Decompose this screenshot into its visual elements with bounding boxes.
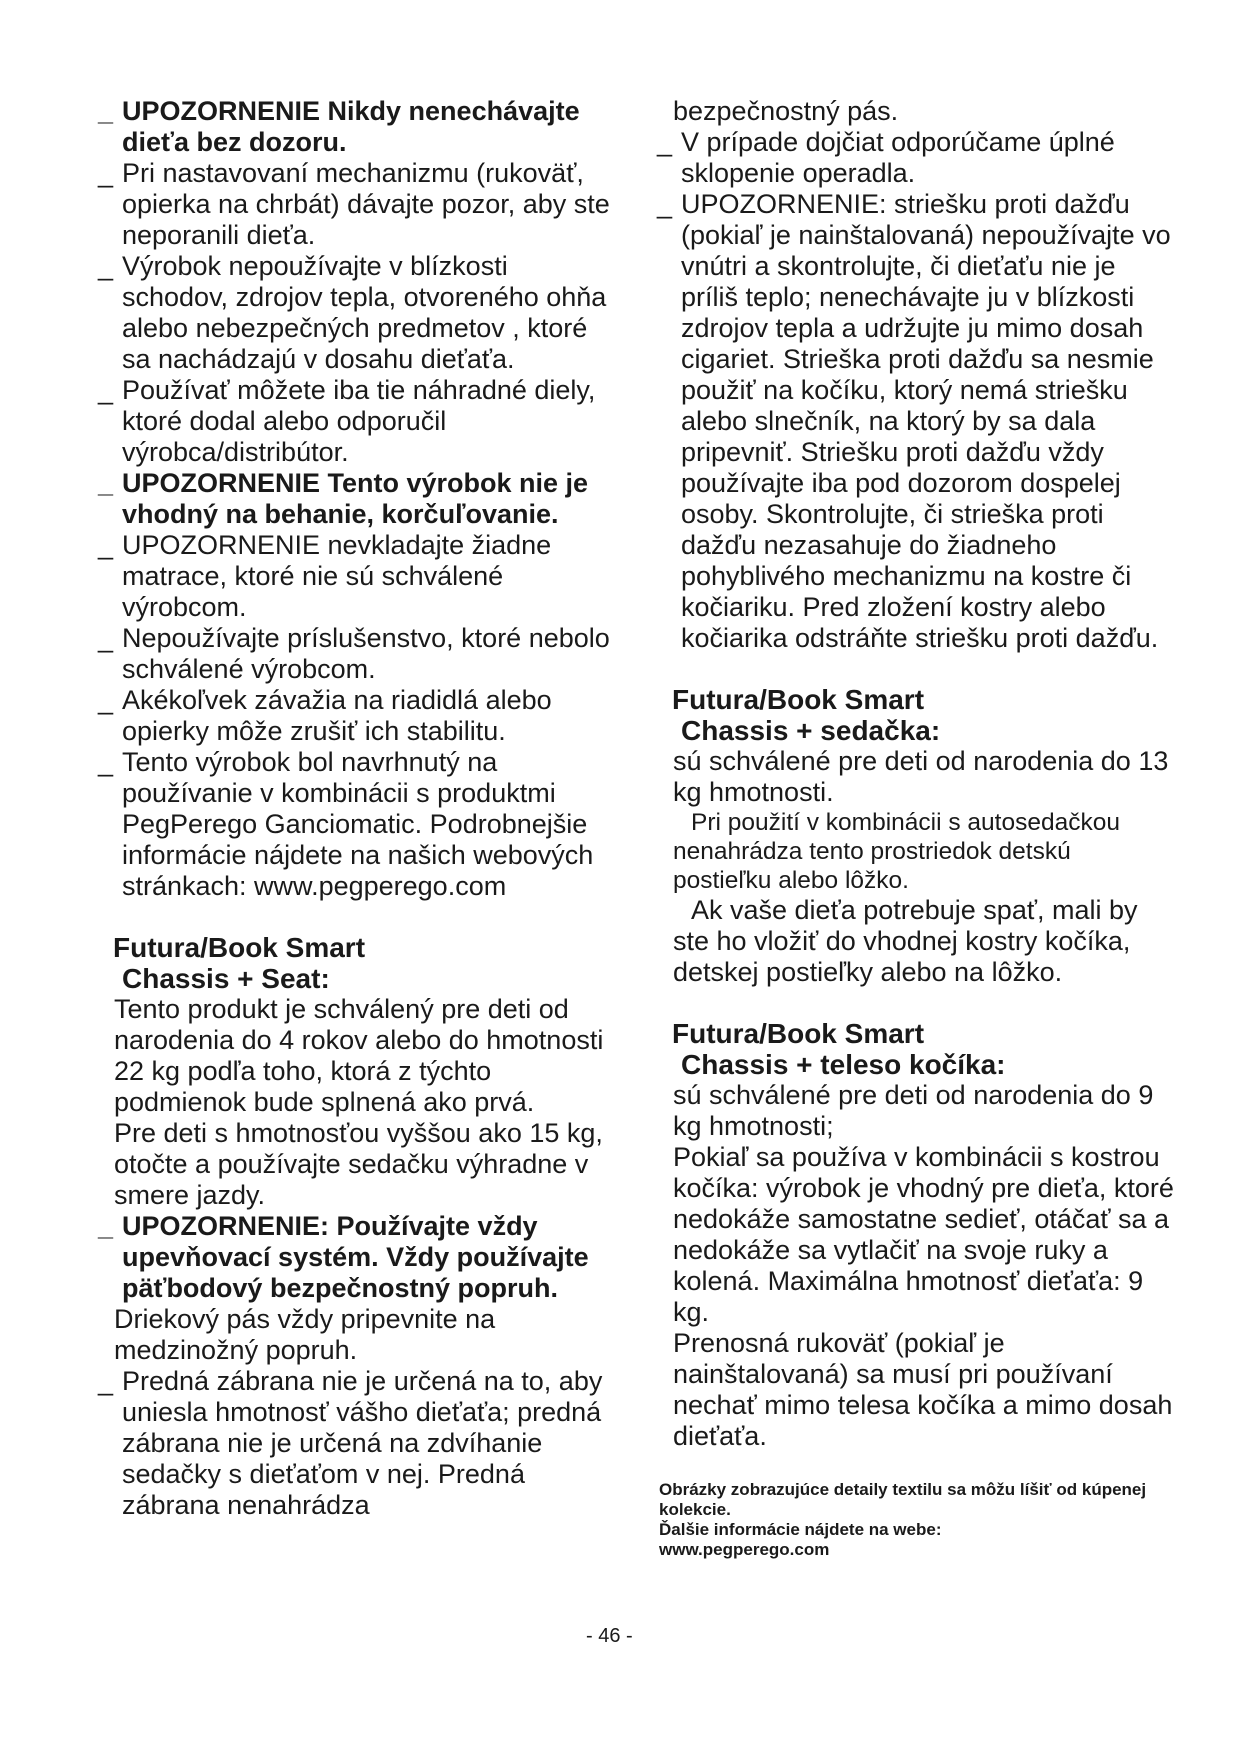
- list-item: _ Pri nastavovaní mechanizmu (rukoväť, opierka na chrbát) dávajte pozor, aby ste neporanili dieťa.: [96, 158, 616, 251]
- paragraph: Prenosná rukoväť (pokiaľ je nainštalovaná) sa musí pri používaní nechať mimo telesa kočíka a mimo dosah dieťaťa.: [673, 1328, 1173, 1451]
- continuation-text: bezpečnostný pás.: [673, 96, 899, 126]
- section-subtitle: Chassis + teleso kočíka:: [681, 1049, 1006, 1080]
- warning-running: _ UPOZORNENIE Tento výrobok nie je vhodný na behanie, korčuľovanie.: [96, 468, 616, 530]
- footer-line: Obrázky zobrazujúce detaily textilu sa môžu líšiť od kúpenej kolekcie.: [659, 1480, 1147, 1519]
- paragraph: Pre deti s hmotnosťou vyššou ako 15 kg, otočte a používajte sedačku výhradne v smere jazdy.: [114, 1118, 603, 1210]
- section-title-chassis-teleso: [655, 1018, 1175, 1080]
- paragraph: Ak vaše dieťa potrebuje spať, mali by ste ho vložiť do vhodnej kostry kočíka, detskej postieľky alebo na lôžko.: [673, 895, 1138, 987]
- list-item: _ Akékoľvek závažia na riadidlá alebo opierky môže zrušiť ich stabilitu.: [96, 685, 616, 747]
- warning-harness: _ UPOZORNENIE: Používajte vždy upevňovací systém. Vždy používajte päťbodový bezpečnostný popruh.: [96, 1211, 616, 1304]
- list-item: _ Používať môžete iba tie náhradné diely, ktoré dodal alebo odporučil výrobca/distribútor.: [96, 375, 616, 468]
- paragraph: Tento produkt je schválený pre deti od narodenia do 4 rokov alebo do hmotnosti 22 kg podľa toho, ktorá z týchto podmienok bude splnená ako prvá.: [114, 994, 604, 1117]
- list-item: _ UPOZORNENIE: striešku proti dažďu (pokiaľ je nainštalovaná) nepoužívajte vo vnútri a skontrolujte, či dieťaťu nie je príliš teplo; nenechávajte ju v blízkosti zdrojov tepla a udržujte ju mimo dosah cigariet. Strieška proti dažďu sa nesmie použiť na kočíku, ktorý nemá striešku alebo slnečník, na ktorý by sa dala pripevniť. Striešku proti dažďu vždy používajte iba pod dozorom dospelej osoby. Skontrolujte, či strieška proti dažďu nezasahuje do žiadneho pohyblivého mechanizmu na kostre či kočiariku. Pred zložení kostry alebo kočiarika odstráňte striešku proti dažďu.: [655, 189, 1175, 654]
- left-column: [96, 96, 616, 1521]
- section-title-chassis-seat: [96, 932, 616, 994]
- list-item: _ Výrobok nepoužívajte v blízkosti schodov, zdrojov tepla, otvoreného ohňa alebo nebezpečných predmetov , ktoré sa nachádzajú v dosahu dieťaťa.: [96, 251, 616, 375]
- section-subtitle: Chassis + sedačka:: [681, 715, 941, 746]
- section-subtitle: Chassis + Seat:: [122, 963, 330, 994]
- list-item: _ Predná zábrana nie je určená na to, aby uniesla hmotnosť vášho dieťaťa; predná zábrana nie je určená na zdvíhanie sedačky s dieťaťom v nej. Predná zábrana nenahrádza: [96, 1366, 616, 1521]
- page-number: - 46 -: [586, 1625, 633, 1647]
- footer-url: www.pegperego.com: [659, 1540, 830, 1559]
- list-item: _ Nepoužívajte príslušenstvo, ktoré nebolo schválené výrobcom.: [96, 623, 616, 685]
- warning-supervision: _ UPOZORNENIE Nikdy nenechávajte dieťa bez dozoru.: [96, 96, 616, 158]
- section-title-text: Futura/Book Smart: [672, 684, 925, 715]
- section-title-chassis-sedacka: [655, 684, 1175, 746]
- footer-line: Ďalšie informácie nájdete na webe:: [659, 1520, 942, 1539]
- right-column: [655, 96, 1175, 1560]
- paragraph: sú schválené pre deti od narodenia do 9 kg hmotnosti;: [673, 1080, 1154, 1141]
- list-item: _ V prípade dojčiat odporúčame úplné sklopenie operadla.: [655, 127, 1175, 189]
- paragraph: Pri použití v kombinácii s autosedačkou nenahrádza tento prostriedok detskú postieľku alebo lôžko.: [673, 809, 1120, 894]
- paragraph: Pokiaľ sa používa v kombinácii s kostrou kočíka: výrobok je vhodný pre dieťa, ktoré nedokáže samostatne sedieť, otáčať sa a nedokáže sa vytlačiť na svoje ruky a kolená. Maximálna hmotnosť dieťaťa: 9 kg.: [673, 1142, 1174, 1327]
- paragraph: Driekový pás vždy pripevnite na medzinožný popruh.: [114, 1304, 496, 1365]
- list-item: _ Tento výrobok bol navrhnutý na používanie v kombinácii s produktmi PegPerego Ganciomatic. Podrobnejšie informácie nájdete na našich webových stránkach: www.pegperego.com: [96, 747, 616, 902]
- paragraph: sú schválené pre deti od narodenia do 13 kg hmotnosti.: [673, 746, 1169, 807]
- section-title-text: Futura/Book Smart: [672, 1018, 925, 1049]
- footer-note: [655, 1480, 1175, 1560]
- section-title-text: Futura/Book Smart: [113, 932, 366, 963]
- list-item: _ UPOZORNENIE nevkladajte žiadne matrace, ktoré nie sú schválené výrobcom.: [96, 530, 616, 623]
